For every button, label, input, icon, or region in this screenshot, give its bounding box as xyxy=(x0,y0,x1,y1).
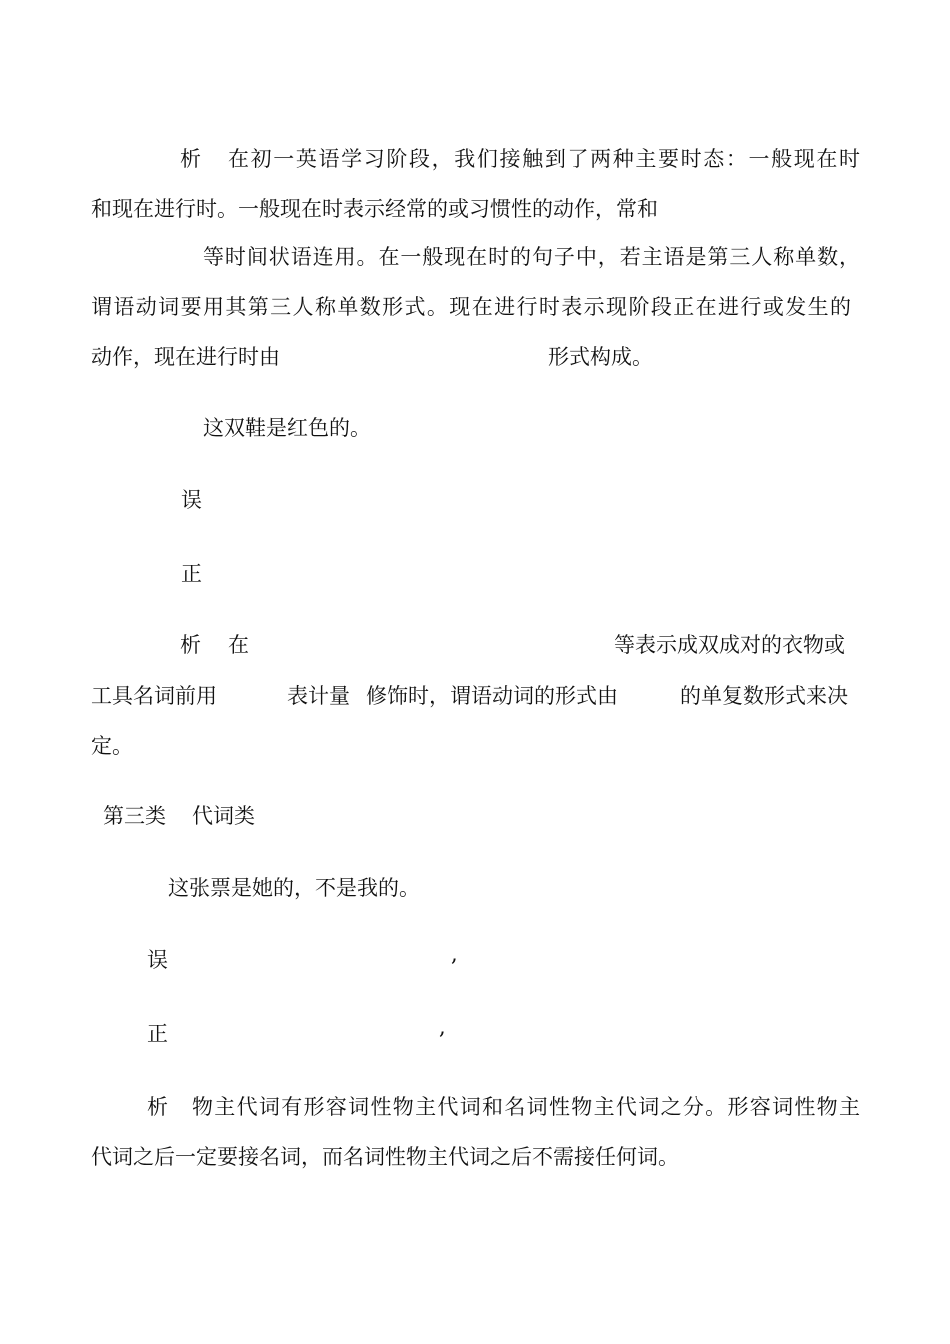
paragraph-line: 在初一英语学习阶段，我们接触到了两种主要时态：一般现在时 xyxy=(228,147,860,171)
paragraph-text: 等表示成双成对的衣物或 xyxy=(614,633,845,657)
wrong-label: 误 xyxy=(181,488,202,512)
paragraph-text: 的单复数形式来决 xyxy=(680,684,848,708)
example-sentence: 这张票是她的，不是我的。 xyxy=(168,876,420,900)
analysis-label: 析 xyxy=(147,1095,168,1119)
correct-label: 正 xyxy=(181,562,202,586)
paragraph-text: 修饰时，谓语动词的形式由 xyxy=(366,684,618,708)
correct-label: 正 xyxy=(147,1022,168,1046)
wrong-label: 误 xyxy=(147,948,168,972)
paragraph-text: 在 xyxy=(228,633,249,657)
paragraph-line: 动作，现在进行时由 xyxy=(91,345,280,369)
paragraph-line: 物主代词有形容词性物主代词和名词性物主代词之分。形容词性物主 xyxy=(192,1095,860,1119)
paragraph-line: 代词之后一定要接名词，而名词性物主代词之后不需接任何词。 xyxy=(91,1145,679,1169)
paragraph-text: 定。 xyxy=(91,734,133,758)
analysis-label: 析 xyxy=(180,147,201,171)
paragraph-text: 工具名词前用 xyxy=(91,684,217,708)
analysis-label: 析 xyxy=(180,633,201,657)
paragraph-line: 形式构成。 xyxy=(548,345,653,369)
paragraph-text: 表计量 xyxy=(287,684,350,708)
paragraph-line: 等时间状语连用。在一般现在时的句子中，若主语是第三人称单数， xyxy=(203,245,860,269)
category-title: 代词类 xyxy=(192,804,255,828)
wrong-comma: , xyxy=(451,942,458,966)
category-number: 第三类 xyxy=(103,804,166,828)
paragraph-line: 谓语动词要用其第三人称单数形式。现在进行时表示现阶段正在进行或发生的 xyxy=(91,295,851,319)
paragraph-line: 和现在进行时。一般现在时表示经常的或习惯性的动作，常和 xyxy=(91,197,658,221)
example-sentence: 这双鞋是红色的。 xyxy=(203,416,371,440)
correct-comma: , xyxy=(439,1015,446,1039)
